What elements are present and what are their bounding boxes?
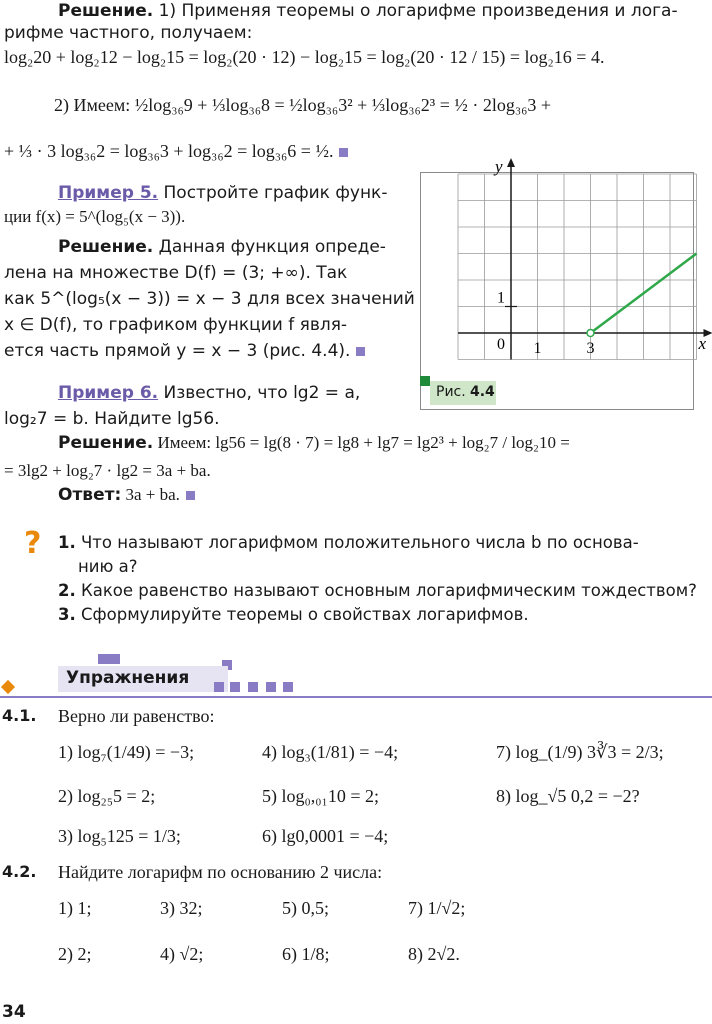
diamond-icon <box>1 680 15 694</box>
example6-solution-text: Имеем: lg56 = lg(8 · 7) = lg8 + lg7 = lg2³ + log₂7 / log₂10 = <box>153 433 570 452</box>
example6-answer <box>58 484 195 506</box>
graph-svg <box>421 157 707 409</box>
tick-label-y1: 1 <box>497 289 505 307</box>
exercises-title: Упражнения <box>66 668 190 688</box>
answer-label: Ответ: <box>58 485 122 505</box>
example6-text1: Известно, что lg2 = a, <box>158 383 361 403</box>
example5-solution-3: как 5^(log₅(x − 3)) = x − 3 для всех значений <box>4 289 415 309</box>
exercise-4-1-item: 7) log_(1/9) 3∛3 = 2/3; <box>496 742 664 762</box>
open-point-3-0 <box>587 330 594 337</box>
question-mark-icon: ? <box>24 526 42 561</box>
example5-solution-1 <box>58 236 386 258</box>
figure-4-4 <box>420 157 707 410</box>
section-divider <box>0 696 712 698</box>
answer-text: 3a + ba. <box>121 485 180 504</box>
figure-caption <box>430 381 496 405</box>
qed-square-icon <box>339 148 348 157</box>
example5-solution-5 <box>4 340 365 362</box>
equation-2b <box>4 140 348 162</box>
exercise-4-1-item: 6) lg0,0001 = −4; <box>262 826 389 846</box>
exercise-4-1-item: 1) log₇(1/49) = −3; <box>58 742 195 762</box>
example6-title <box>58 382 360 404</box>
exercise-4-2-item: 7) 1/√2; <box>408 898 466 918</box>
exercise-4-1-item: 5) log₀,₀₁10 = 2; <box>262 786 379 806</box>
question-2 <box>58 580 697 602</box>
exercise-4-2-item: 6) 1/8; <box>282 944 330 964</box>
grid <box>458 174 697 360</box>
question-1-cont: нию a? <box>78 557 138 576</box>
qed-square-icon <box>356 347 365 356</box>
solution-text: 1) Применяя теоремы о логарифме произведения и лога- <box>153 1 678 21</box>
decor-pixel-icon <box>214 682 224 692</box>
exercise-4-2-item: 4) √2; <box>160 944 204 964</box>
caption-marker-icon <box>420 376 430 386</box>
page-number: 34 <box>2 1002 26 1022</box>
example5-title <box>58 182 387 204</box>
example5-solution-5-text: ется часть прямой y = x − 3 (рис. 4.4). <box>4 341 351 361</box>
solution-line-1 <box>58 0 678 22</box>
example5-link[interactable]: Пример 5. <box>58 183 159 203</box>
decor-pixel-icon <box>230 682 240 692</box>
caption-prefix: Рис. <box>436 384 466 400</box>
decor-pixel-icon <box>266 682 276 692</box>
question-3-text: Сформулируйте теоремы о свойствах логарифмов. <box>75 605 529 624</box>
decor-pixel-icon <box>283 682 293 692</box>
exercise-4-1-text: Верно ли равенство: <box>58 706 215 726</box>
exercise-4-2-item: 8) 2√2. <box>408 944 460 964</box>
example6-solution-label: Решение. <box>58 433 154 453</box>
equation-1: log₂20 + log₂12 − log₂15 = log₂(20 · 12) − log₂15 = log₂(20 · 12 / 15) = log₂16 = 4. <box>4 47 605 67</box>
question-2-text: Какое равенство называют основным логарифмическим тождеством? <box>75 581 697 600</box>
exercise-4-2-item: 3) 32; <box>160 898 203 918</box>
example5-text1: Постройте график функ- <box>158 183 388 203</box>
exercise-4-1-item: 2) log₂₅5 = 2; <box>58 786 156 806</box>
example6-link[interactable]: Пример 6. <box>58 383 159 403</box>
exercise-4-2-item: 2) 2; <box>58 944 92 964</box>
equation-2a: 2) Имеем: ½log₃₆9 + ⅓log₃₆8 = ½log₃₆3² + ⅓log₃₆2³ = ½ · 2log₃₆3 + <box>54 95 552 115</box>
exercise-4-1-item: 8) log_√5 0,2 = −2? <box>496 786 640 806</box>
question-2-number: 2. <box>58 581 76 600</box>
solution-label: Решение. <box>58 1 154 21</box>
axis-label-y: y <box>495 157 503 176</box>
decor-pixel-icon <box>248 682 258 692</box>
caption-number: 4.4 <box>470 384 495 400</box>
y-axis-arrow-icon <box>507 158 515 167</box>
axis-label-x: x <box>698 334 707 353</box>
example5-solution-4: x ∈ D(f), то графиком функции f явля- <box>4 315 348 335</box>
exercise-4-1-number: 4.1. <box>2 706 37 725</box>
example5-solution-label: Решение. <box>58 237 154 257</box>
tick-label-x3: 3 <box>586 340 595 357</box>
question-1-text: Что называют логарифмом положительного числа b по основа- <box>75 533 639 552</box>
question-3 <box>58 604 529 626</box>
tick-label-x1: 1 <box>533 340 542 357</box>
example5-function: ции f(x) = 5^(log₅(x − 3)). <box>4 207 186 226</box>
example6-text2: log₂7 = b. Найдите lg56. <box>4 409 220 429</box>
example5-solution-2: лена на множестве D(f) = (3; +∞). Так <box>4 263 348 283</box>
decor-pixel-icon <box>98 654 120 664</box>
qed-square-icon <box>186 491 195 500</box>
origin-label: 0 <box>497 336 505 353</box>
solution-line-2: рифме частного, получаем: <box>4 23 253 43</box>
equation-2b-text: + ⅓ · 3 log₃₆2 = log₃₆3 + log₃₆2 = log₃₆6 = ½. <box>4 141 334 161</box>
exercise-4-1-item: 4) log₃(1/81) = −4; <box>262 742 399 762</box>
question-3-number: 3. <box>58 605 76 624</box>
exercise-4-2-item: 5) 0,5; <box>282 898 329 918</box>
exercise-4-2-text: Найдите логарифм по основанию 2 числа: <box>58 862 383 882</box>
exercise-4-2-item: 1) 1; <box>58 898 92 918</box>
exercise-4-1-item: 3) log₅125 = 1/3; <box>58 826 181 846</box>
exercise-4-2-number: 4.2. <box>2 862 37 881</box>
question-1 <box>58 532 639 554</box>
example6-solution-1 <box>58 432 570 454</box>
example6-solution-2: = 3lg2 + log₂7 · lg2 = 3a + ba. <box>4 461 211 480</box>
question-1-number: 1. <box>58 533 76 552</box>
example5-solution-text: Данная функция опреде- <box>153 237 386 257</box>
